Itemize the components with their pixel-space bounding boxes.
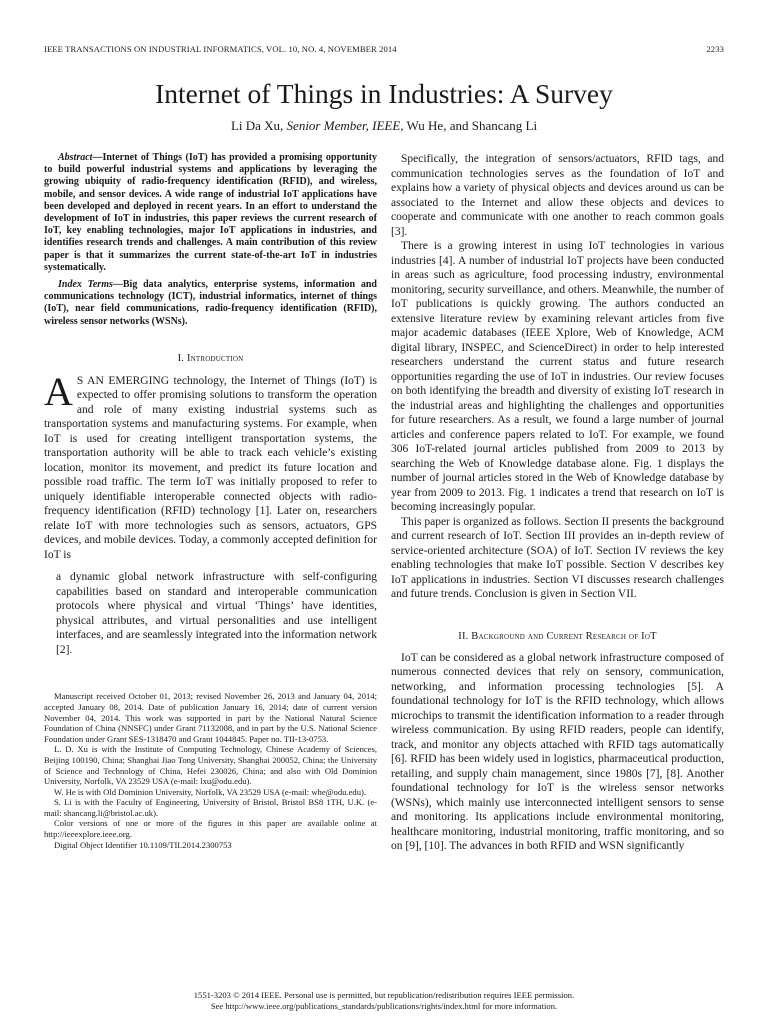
footnote: Digital Object Identifier 10.1109/TII.2014.2300753 [54,839,232,850]
author-xu-role: Senior Member, IEEE [286,118,401,133]
right-column [391,152,724,854]
index-terms-label: Index Terms [58,279,113,291]
footnote: Manuscript received October 01, 2013; revised November 26, 2013 and January 04, 2014; accepted January 08, 2014. Date of publication January 16, 2014; date of current version November 04, 2014. This work was supported in part by the National Natural Science Foundation of China (NNSFC) under Grant 71132008, and in part by the U.S. National Science Foundation under Grant SES-1318470 and Grant 1044845. Paper no. TII-13-0753. [44,691,377,744]
copyright-line: 1551-3203 © 2014 IEEE. Personal use is permitted, but republication/redistribution requires IEEE permission. [193,990,575,1000]
rights-link-line: See http://www.ieee.org/publications_standards/publications/rights/index.html for more information. [210,1001,558,1011]
body-paragraph: There is a growing interest in using IoT technologies in various industries [4]. A number of industrial IoT projects have been conducted in areas such as agriculture, food processing industry, environmental monitoring, security surveillance, and others. Meanwhile, the number of IoT publications is quickly growing. The authors conducted an extensive literature review by examining relevant articles from five major academic databases (IEEE Xplore, Web of Knowledge, ACM digital library, INSPEC, and ScienceDirect) in order to help interested researchers understand the current status and future research opportunities regarding the use of IoT in industries. Our review focuses on both identifying the breadth and diversity of existing IoT research in the industrial areas and highlighting the challenges and opportunities for future researchers. As a result, we found a large number of journal articles and conference papers related to IoT. For example, we found 306 IoT-related journal articles published from 2009 to 2013 by searching the Web of Knowledge database alone. Fig. 1 displays the number of journal articles stored in the Web of Knowledge database by year from 2009 to 2013. Fig. 1 indicates a trend that research on IoT is becoming increasingly popular. [391,240,724,513]
drop-cap: A [44,368,73,414]
author-list [0,118,768,134]
section-title: Background and Current Research of IoT [471,630,657,642]
author-others: , Wu He, and Shancang Li [400,118,538,133]
section-title: Introduction [186,352,244,364]
abstract-label: Abstract [58,152,93,163]
running-head [44,44,724,58]
author-xu: Li Da Xu, [230,118,287,133]
footnote: S. Li is with the Faculty of Engineering, University of Bristol, Bristol BS8 1TH, U.K. (e-mail: shancang.li@bristol.ac.uk). [44,797,377,818]
footnotes [44,691,377,850]
left-column [44,152,377,850]
body-paragraph: Specifically, the integration of sensors/actuators, RFID tags, and communication technologies serves as the foundation of IoT and explains how a variety of physical objects and devices around us can be associated to the Internet and allow these objects and devices to cooperate and communicate with one another to reach common goals [3]. [391,153,724,238]
intro-paragraph [44,368,377,563]
index-terms-text: —Big data analytics, enterprise systems, information and communications technology (ICT), industrial informatics, internet of things (IoT), near field communications, radio-frequency identification (RFID), wireless sensor networks (WSNs). [44,279,377,327]
page-number: 2233 [706,44,724,54]
section-number: II. [458,630,472,642]
footnote: L. D. Xu is with the Institute of Computing Technology, Chinese Academy of Sciences, Beijing 100190, China; Shanghai Jiao Tong University, Shanghai 200052, China; the University of Science and Technology of China, Hefei 230026, China; and also with Old Dominion University, Norfolk, VA 23529 USA (e-mail: lxu@odu.edu). [44,744,377,787]
iot-definition-quote: a dynamic global network infrastructure with self-configuring capabilities based on standard and interoperable communication protocols where physical and virtual ‘Things’ have identities, physical attributes, and virtual personalities and use intelligent interfaces, and are seamlessly integrated into the information network [2]. [56,571,377,656]
index-terms [44,279,377,328]
paper-title: Internet of Things in Industries: A Survey [155,78,613,109]
footnote: W. He is with Old Dominion University, Norfolk, VA 23529 USA (e-mail: whe@odu.edu). [54,786,367,797]
body-paragraph: This paper is organized as follows. Section II presents the background and current research of IoT. Section III provides an in-depth review of service-oriented architecture (SOA) of IoT. Section IV reviews the key enabling technologies that make IoT possible. Section V describes key IoT applications in industries. Section VI discusses research challenges and future trends. Conclusion is given in Section VII. [391,515,724,600]
abstract-text: —Internet of Things (IoT) has provided a promising opportunity to build powerful industrial systems and applications by leveraging the growing ubiquity of radio-frequency identification (RFID), and wireless, mobile, and sensor devices. A wide range of industrial IoT applications have been developed and deployed in recent years. In an effort to understand the development of IoT in industries, this paper reviews the current research of IoT, key enabling technologies, major IoT applications in industries, and identifies research trends and challenges. A main contribution of this review paper is that it summarizes the current state-of-the-art IoT in industries systematically. [44,152,377,273]
section-number: I. [177,352,187,364]
journal-name: IEEE TRANSACTIONS ON INDUSTRIAL INFORMATICS, VOL. 10, NO. 4, NOVEMBER 2014 [44,44,397,54]
copyright-footer [0,990,768,1012]
section-heading-introduction [44,352,377,365]
abstract [44,152,377,274]
footnote: Color versions of one or more of the figures in this paper are available online at http://ieeexplore.ieee.org. [44,818,377,840]
section-heading-background [391,630,724,643]
body-paragraph: IoT can be considered as a global network infrastructure composed of numerous connected devices that rely on sensory, communication, networking, and information processing technologies [5]. A foundational technology for IoT is the RFID technology, which allows microchips to transmit the identification information to a reader through wireless communication. By using RFID readers, people can identify, track, and monitor any objects attached with RFID tags automatically [6]. RFID has been widely used in logistics, pharmaceutical production, retailing, and supply chain management, since 1980s [7], [8]. Another foundational technology for IoT is the wireless sensor networks (WSNs), which mainly use interconnected intelligent sensors to sense and monitoring. Its applications include environmental monitoring, healthcare monitoring, industrial monitoring, traffic monitoring, and so on [9], [10]. The advances in both RFID and WSN significantly [391,651,724,852]
intro-paragraph-text: S AN EMERGING technology, the Internet of Things (IoT) is expected to offer promising solutions to transform the operation and role of many existing industrial systems such as transportation systems and manufacturing systems. For example, when IoT is used for creating intelligent transportation systems, the transportation authority will be able to track each vehicle’s existing location, monitor its movement, and predict its future location and possible road traffic. The term IoT was initially proposed to refer to uniquely identifiable interoperable connected objects with radio-frequency identification (RFID) technology [1]. Later on, researchers relate IoT with more technologies such as sensors, actuators, GPS devices, and mobile devices. Today, a commonly accepted definition for IoT is [44,374,377,561]
